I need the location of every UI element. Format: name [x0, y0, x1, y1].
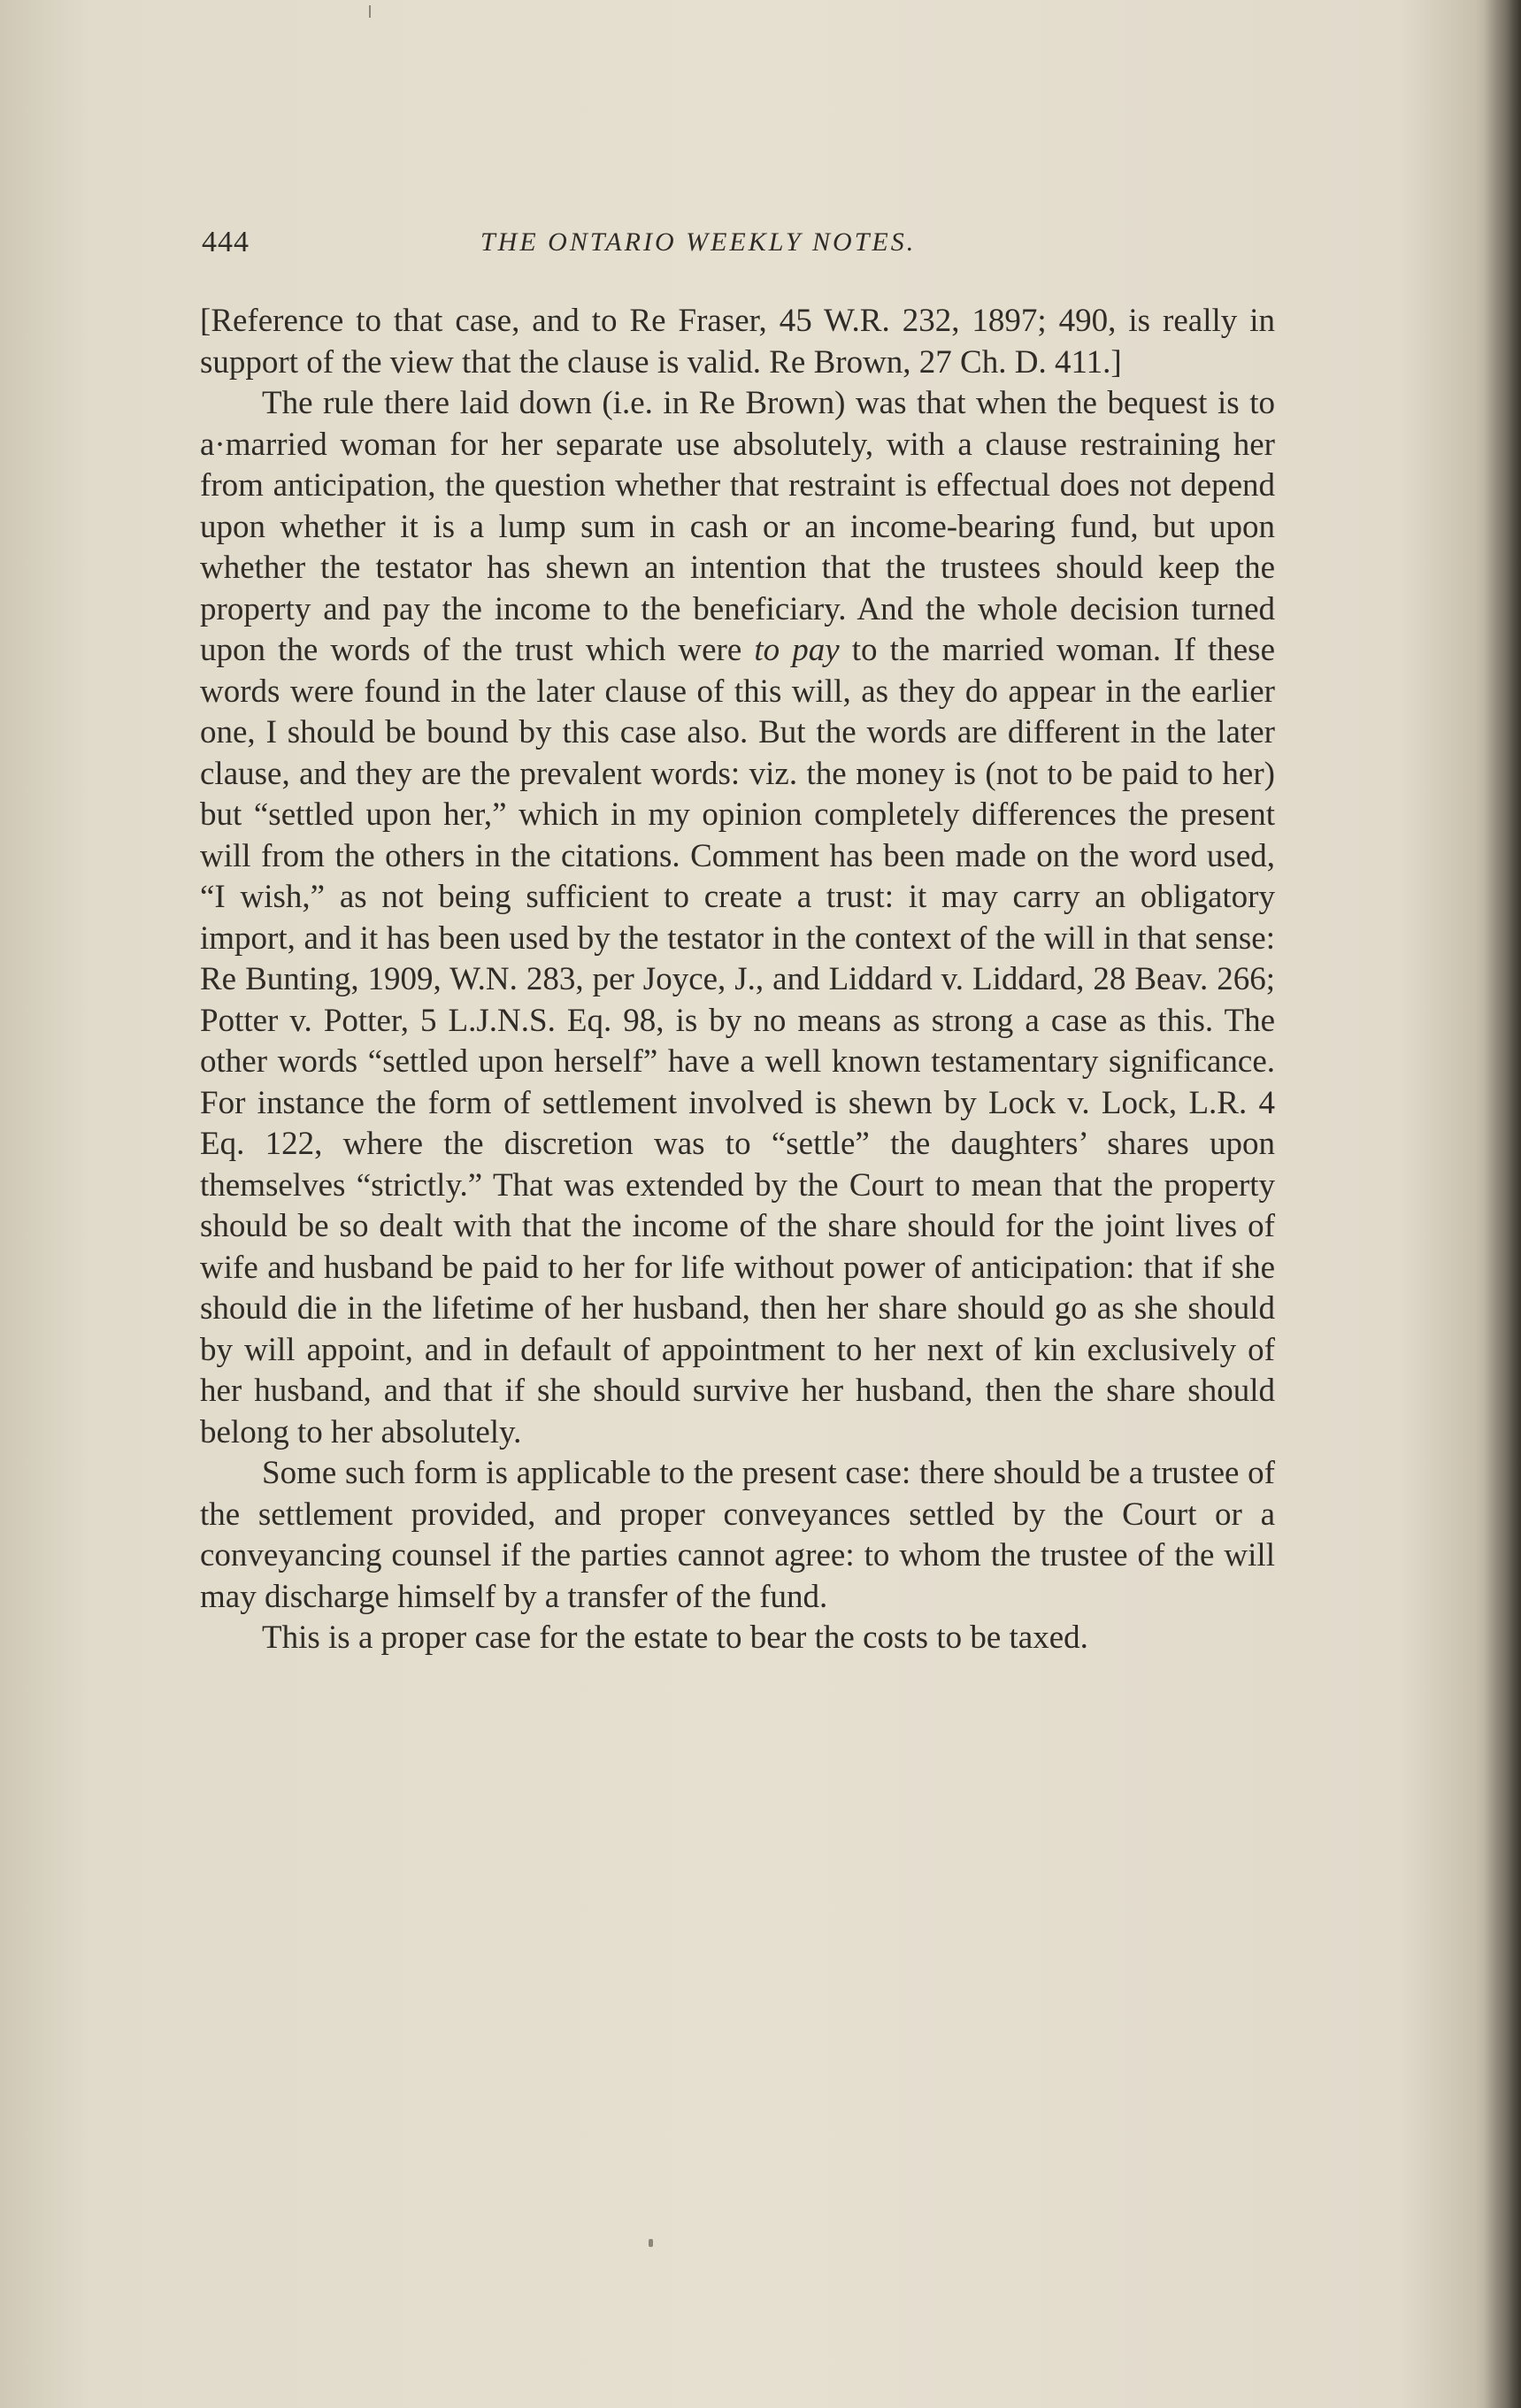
italic-phrase: to pay: [754, 632, 840, 668]
paragraph-costs: This is a proper case for the estate to bear the costs to be taxed.: [262, 1619, 1088, 1656]
page-number: 444: [202, 226, 250, 258]
page-body: [200, 301, 1275, 1659]
book-spine-shadow: [1484, 0, 1521, 2408]
paragraph-text: The rule there laid down (i.e. in Re Brown) was that when the bequest is to a·married woman for her separate use absolutely, with a clause restraining her from anticipation, the question whether that restraint is effectual does not depend upon whether it is a lump sum in cash or an income-bearing fund, but upon whether the testator has shewn an intention that the trustees should keep the property and pay the income to the beneficiary. And the whole decision turned upon the words of the trust which were: [200, 385, 1275, 668]
running-title: THE ONTARIO WEEKLY NOTES.: [480, 227, 917, 257]
page-header: [202, 226, 1277, 279]
paragraph-reference-note: [Reference to that case, and to Re Fraser, 45 W.R. 232, 1897; 490, is really in support of the view that the clause is valid. Re Brown, 27 Ch. D. 411.]: [200, 303, 1275, 381]
paragraph-settlement-form: Some such form is applicable to the present case: there should be a trustee of the settlement provided, and proper conveyances settled by the Court or a conveyancing counsel if the parties cannot agree: to whom the trustee of the will may discharge himself by a transfer of the fund.: [200, 1455, 1275, 1615]
paragraph-rule-discussion: [200, 383, 1275, 1453]
paper-mark: [649, 2239, 653, 2247]
paper-mark: [369, 5, 371, 18]
paragraph-text: to the married woman. If these words were found in the later clause of this will, as they do appear in the earlier one, I should be bound by this case also. But the words are different in the later clause, and they are the prevalent words: viz. the money is (not to be paid to her) but “settled upon her,” which in my opinion completely differences the present will from the others in the citations. Comment has been made on the word used, “I wish,” as not being sufficient to create a trust: it may carry an obligatory import, and it has been used by the testator in the context of the will in that sense: Re Bunting, 1909, W.N. 283, per Joyce, J., and Liddard v. Liddard, 28 Beav. 266; Potter v. Potter, 5 L.J.N.S. Eq. 98, is by no means as strong a case as this. The other words “settled upon herself” have a well known testamentary significance. For instance the form of settlement involved is shewn by Lock v. Lock, L.R. 4 Eq. 122, where the discretion was to “settle” the daughters’ shares upon themselves “strictly.” That was extended by the Court to mean that the property should be so dealt with that the income of the share should for the joint lives of wife and husband be paid to her for life without power of anticipation: that if she should die in the lifetime of her husband, then her share should go as she should by will appoint, and in default of appointment to her next of kin exclusively of her husband, and that if she should survive her husband, then the share should belong to her absolutely.: [200, 632, 1275, 1450]
